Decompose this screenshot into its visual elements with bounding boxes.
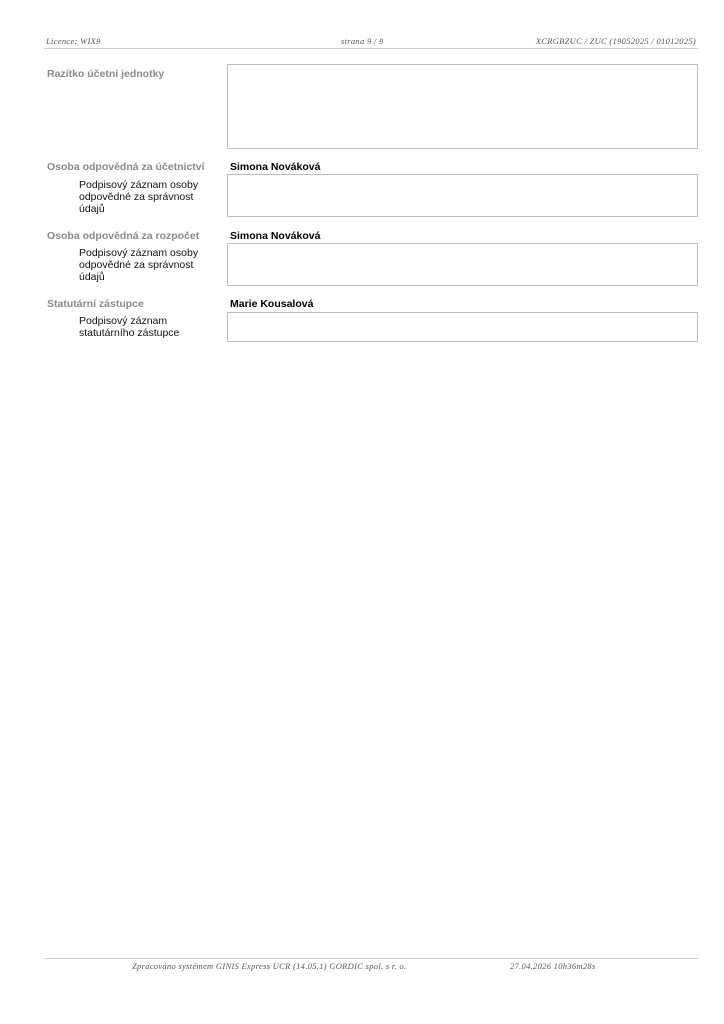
accounting-person-label: Osoba odpovědná za účetnictví xyxy=(47,161,205,173)
footer-system-text: Zpracováno systémem GINIS Express UCR (14.05.1) GORDIC spol. s r. o. xyxy=(132,961,407,971)
budget-signature-label: Podpisový záznam osoby odpovědné za správnost údajů xyxy=(79,247,199,283)
statutory-label: Statutární zástupce xyxy=(47,298,144,310)
licence-text: Licence: WIX9 xyxy=(46,36,101,46)
statutory-signature-box xyxy=(227,312,698,342)
footer-divider xyxy=(44,958,698,959)
stamp-box xyxy=(227,64,698,149)
budget-signature-box xyxy=(227,243,698,286)
statutory-name: Marie Kousalová xyxy=(230,298,314,310)
stamp-label: Razítko účetní jednotky xyxy=(47,68,165,80)
budget-person-name: Simona Nováková xyxy=(230,230,321,242)
budget-person-label: Osoba odpovědná za rozpočet xyxy=(47,230,200,242)
page-number: strana 9 / 9 xyxy=(341,36,384,46)
accounting-signature-box xyxy=(227,174,698,217)
statutory-signature-label: Podpisový záznam statutárního zástupce xyxy=(79,315,180,339)
accounting-person-name: Simona Nováková xyxy=(230,161,321,173)
footer-timestamp: 27.04.2026 10h36m28s xyxy=(510,961,596,971)
accounting-signature-label: Podpisový záznam osoby odpovědné za správnost údajů xyxy=(79,179,199,215)
document-code: XCRGBZUC / ZUC (19052025 / 01012025) xyxy=(535,36,696,46)
page-header xyxy=(44,35,698,49)
